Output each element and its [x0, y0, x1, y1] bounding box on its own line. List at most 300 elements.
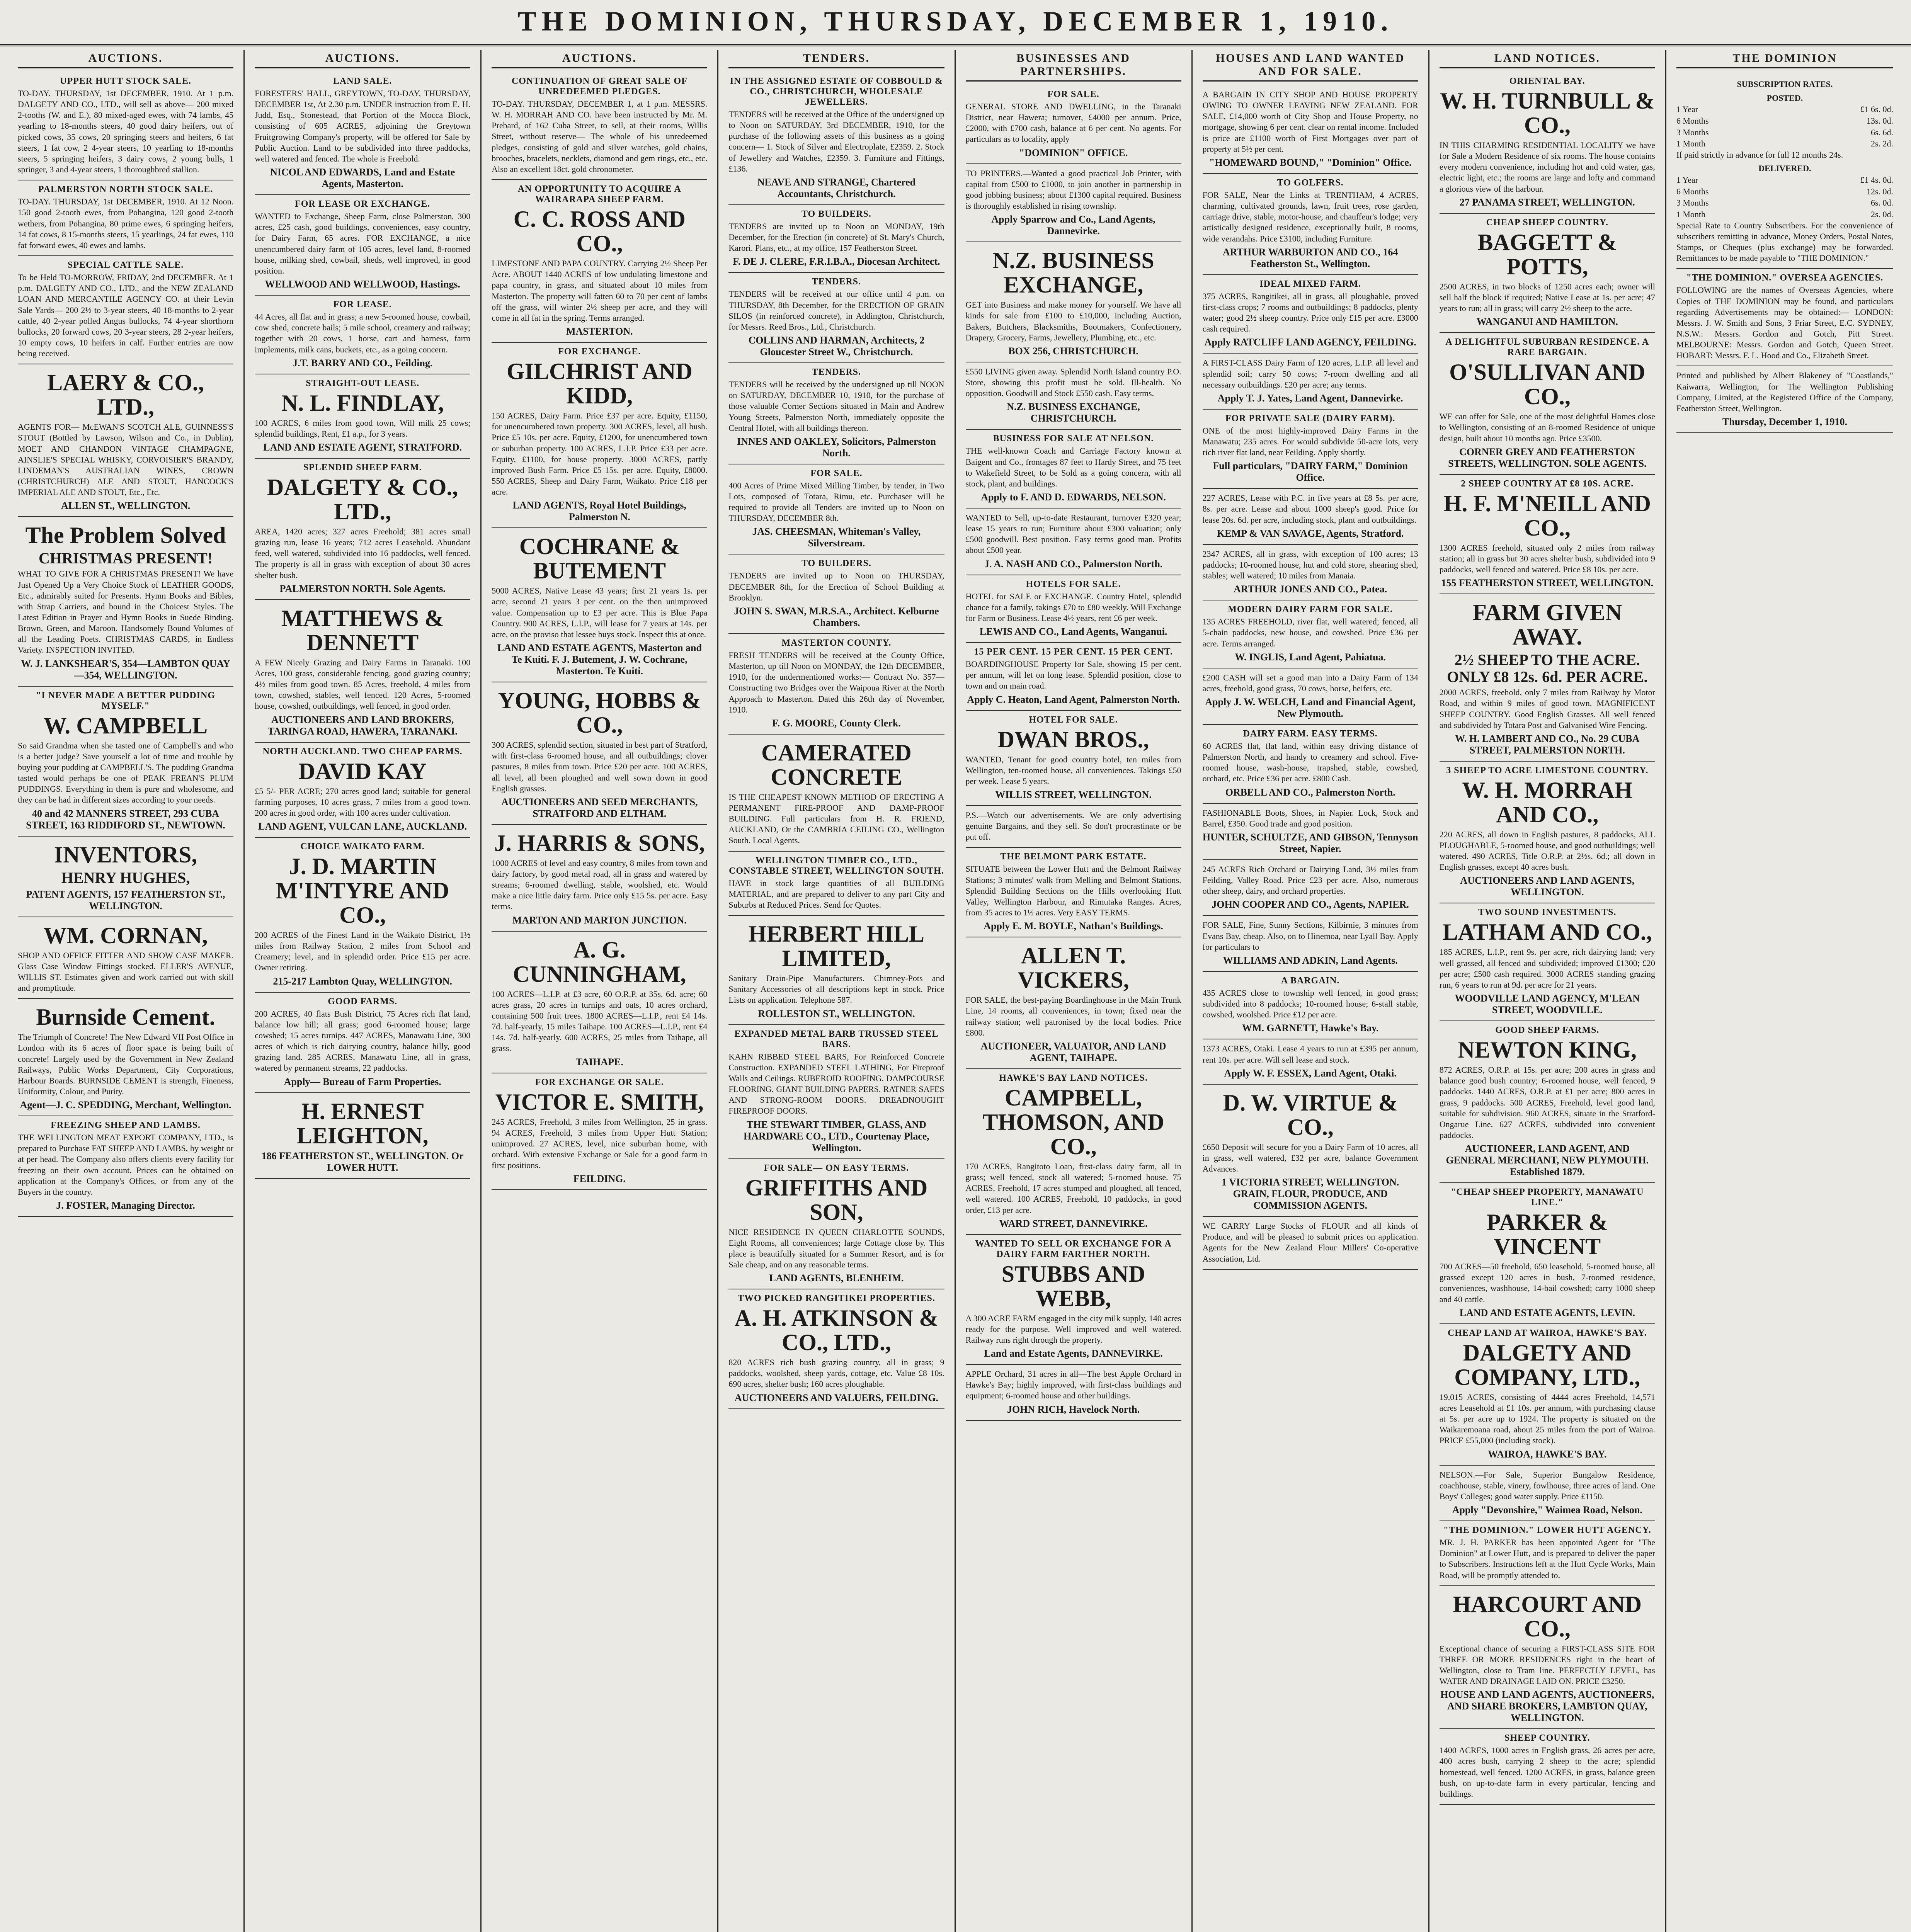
ad-display-heading: The Problem Solved — [25, 522, 226, 548]
advertisement — [966, 1235, 1181, 1365]
advertisement — [18, 364, 233, 517]
ad-signature: INNES AND OAKLEY, Solicitors, Palmerston North. — [737, 435, 936, 459]
ad-signature: WANGANUI AND HAMILTON. — [1476, 316, 1618, 328]
ad-body: HOTEL for SALE or EXCHANGE. Country Hotel, splendid chance for a family, takings £70 to £80 weekly. Will Exchange for Farm or Business. Lease 4½ years, rent £6 per week. — [965, 591, 1181, 623]
ad-signature: Apply— Bureau of Farm Properties. — [284, 1076, 441, 1087]
ad-body: 245 ACRES Rich Orchard or Dairying Land, 3½ miles from Feilding, Valley Road. Price £23 per acre. Also, numerous other sheep, dairy, and orchard properties. — [1202, 864, 1418, 896]
ad-body: TENDERS will be received at the Office of the undersigned up to Noon on SATURDAY, 3rd DECEMBER, 1910, for the purchase of the following assets of this business as a going concern— 1. Stock of Silver and Electroplate, £2359. 2. Stock of Jewellery and Watches, £2359. 3. Furniture and Fittings, £136. — [728, 109, 944, 173]
ad-display-heading: YOUNG, HOBBS & CO., — [498, 688, 701, 738]
ad-signature: 27 PANAMA STREET, WELLINGTON. — [1459, 196, 1635, 208]
ad-body: LIMESTONE AND PAPA COUNTRY. Carrying 2½ Sheep Per Acre. ABOUT 1440 ACRES of low undulating limestone and papa country, in grass, and situated about 10 miles from Masterton. The property will fatten 60 to 70 per cent of lambs off the grass, will winter 2½ sheep per acre, and they will come in all fat in the spring. Terms arranged. — [492, 259, 708, 323]
ad-title: "CHEAP SHEEP PROPERTY, MANAWATU LINE." — [1451, 1187, 1644, 1208]
ad-body: 170 ACRES, Rangitoto Loan, first-class dairy farm, all in grass; well fenced, stock all watered; 5-roomed house. 75 ACRES, Freehold, 17 acres stumped and ploughed, all fenced, well watered. 100 ACRES, Freehold, 10 paddocks, in good order, £13 per acre. — [965, 1161, 1181, 1215]
ad-display-heading: D. W. VIRTUE & CO., — [1223, 1090, 1398, 1140]
advertisement — [255, 459, 470, 600]
rate-period: 3 Months — [1676, 198, 1709, 208]
ad-title: MASTERTON COUNTY. — [781, 638, 892, 648]
ad-signature: JOHN RICH, Havelock North. — [1007, 1403, 1140, 1415]
advertisement — [255, 743, 470, 838]
ad-body: TO PRINTERS.—Wanted a good practical Job Printer, with capital from £500 to £1000, to join another in partnership in good jobbing business; about £1300 capital required. Business is thoroughly established in rising township. — [965, 168, 1181, 211]
ad-body: TO-DAY. THURSDAY, 1st DECEMBER, 1910. At 1 p.m. DALGETY AND CO., LTD., will sell as above— 200 mixed 2-tooths (W. and E.), 80 mixed-aged ewes, with 74 lambs, 45 yearling to 18-months steers, 40 good dairy heifers, out of picked cows, 35 cows, 20 springing steers and heifers, 6 fat steers, 1 fat cow, 2 4-year steers, 10 yearling to 18-months steers, 5 springing heifers, 3 dairy cows, 2 young bulls, 1 springer, 3 and 4-year steers, 1 thoroughbred stallion. — [18, 88, 234, 175]
ad-signature: CORNER GREY AND FEATHERSTON STREETS, WELLINGTON. SOLE AGENTS. — [1448, 446, 1647, 469]
rate-price: £1 4s. 0d. — [1860, 175, 1893, 185]
rate-price: 2s. 0d. — [1870, 209, 1893, 219]
ad-body: FASHIONABLE Boots, Shoes, in Napier. Lock, Stock and Barrel, £350. Good trade and good position. — [1202, 808, 1418, 828]
ad-body: 220 ACRES, all down in English pastures, 8 paddocks, ALL PLOUGHABLE, 5-roomed house, and good outbuildings; well watered. 490 ACRES, Title O.R.P. at 2½s. 6d.; all down in English grasses, except 40 acres bush. — [1439, 829, 1655, 872]
advertisement — [492, 1073, 707, 1190]
ad-body: MR. J. H. PARKER has been appointed Agent for "The Dominion" at Lower Hutt, and is prepared to deliver the paper to Subscribers. Instructions left at the Hutt Cycle Works, Main Road, will be promptly attended to. — [1439, 1537, 1655, 1580]
ad-body: 200 ACRES, 40 flats Bush District, 75 Acres rich flat land, balance low hill; all grass; good 6-roomed house; large cowshed; 15 acres turnips. 447 ACRES, Manawatu Line, 300 acres of which is rich dairying country, balance hilly, good grazing land. 285 ACRES, Manawatu Line, all in grass, watered by permanent streams, 22 paddocks. — [255, 1009, 471, 1073]
ad-subheading: 2½ SHEEP TO THE ACRE. ONLY £8 12s. 6d. PER ACRE. — [1447, 651, 1648, 686]
advertisement — [1203, 600, 1418, 668]
rate-row — [1676, 197, 1893, 209]
ad-signature: LAND AGENTS, BLENHEIM. — [769, 1272, 904, 1284]
advertisement — [1203, 972, 1418, 1039]
ad-display-heading: GRIFFITHS AND SON, — [745, 1175, 928, 1225]
advertisement — [18, 1116, 233, 1217]
ad-body: 60 ACRES flat, flat land, within easy driving distance of Palmerston North, and handy to creamery and school. Five-roomed house, wash-house, trapshed, stable, cowshed, orchard, etc. Price £36 per acre. £800 Cash. — [1202, 741, 1418, 784]
ad-signature: "HOMEWARD BOUND," "Dominion" Office. — [1209, 156, 1412, 168]
ad-body: 435 ACRES close to township well fenced, in good grass; subdivided into 8 paddocks; 10-roomed house; 6-stall stable, cowshed, woolshed. Price £12 per acre. — [1202, 988, 1418, 1020]
advertisement — [1203, 804, 1418, 860]
ad-signature: BOX 256, CHRISTCHURCH. — [1008, 345, 1138, 357]
advertisement — [728, 363, 944, 464]
advertisement — [966, 242, 1181, 362]
ad-body: 375 ACRES, Rangitikei, all in grass, all ploughable, proved first-class crops; 7 rooms and outbuildings; 8 paddocks, plenty water; good 2½ sheep country. Price only £15 per acre. £3000 cash required. — [1202, 291, 1418, 334]
ad-display-heading: H. F. M'NEILL AND CO., — [1443, 490, 1651, 541]
ad-body: TO-DAY. THURSDAY, 1st DECEMBER, 1910. At 12 Noon. 150 good 2-tooth ewes, from Pohangina, 120 good 2-tooth wethers, from Pohangina, 80 prime ewes, 6 springing heifers, 14 fat cows, 8 15-months steers, 15 yearlings, 24 fat ewes, 110 fat forward ewes, 40 ewes and lambs. — [18, 197, 234, 250]
advertisement — [728, 735, 944, 852]
ad-title: FOR EXCHANGE OR SALE. — [535, 1077, 664, 1087]
ad-signature: MASTERTON. — [566, 326, 633, 337]
ad-signature: LAND AGENT, VULCAN LANE, AUCKLAND. — [258, 821, 467, 832]
ad-signature: Apply W. F. ESSEX, Land Agent, Otaki. — [1224, 1067, 1397, 1079]
ad-signature: Apply to F. AND D. EDWARDS, NELSON. — [981, 491, 1166, 503]
ad-title: FREEZING SHEEP AND LAMBS. — [51, 1120, 201, 1131]
ad-body: A BARGAIN IN CITY SHOP AND HOUSE PROPERTY OWING TO OWNER LEAVING NEW ZEALAND. FOR SALE, £14,000 worth of City Shop and House Property, no mortgage, showing 6 per cent. clear on rental income. Included is price are £1100 worth of First Mortgages over part of property at 5½ per cent. — [1202, 90, 1418, 154]
advertisement — [966, 509, 1181, 575]
ad-signature: ORBELL AND CO., Palmerston North. — [1225, 786, 1395, 798]
advertisement — [1676, 366, 1893, 433]
column-heading: LAND NOTICES. — [1440, 50, 1655, 68]
ad-body: TO-DAY. THURSDAY, DECEMBER 1, at 1 p.m. MESSRS. W. H. MORRAH AND CO. have been instructed by Mr. M. Prebard, of 162 Cuba Street, to sell, at their rooms, Willis Street, without reserve— The whole of his unredeemed pledges, consisting of gold and silver watches, gold chains, brooches, bracelets, necklets, diamond and gem rings, etc., etc. Also an excellent 18ct. gold chronometer. — [492, 99, 708, 174]
ad-signature: PALMERSTON NORTH. Sole Agents. — [279, 583, 446, 594]
ad-title: UPPER HUTT STOCK SALE. — [60, 76, 191, 86]
ad-signature: "DOMINION" OFFICE. — [1019, 147, 1128, 158]
ad-body: TENDERS will be received by the undersigned up till NOON on SATURDAY, DECEMBER 10, 1910, for the purchase of those valuable Corner Sections situated in Main and Andrew Young Streets, Palmerston North, immediately opposite the Central Hotel, with all buildings thereon. — [728, 379, 944, 433]
ad-body: 300 ACRES, splendid section, situated in best part of Stratford, with first-class 6-roomed house, and all outbuildings; clover pastures, 8 miles from town. Price £20 per acre. 100 ACRES, all level, all been ploughed and well sown down in good English grasses. — [492, 740, 708, 793]
ad-display-heading: LATHAM AND CO., — [1442, 919, 1652, 945]
ad-body: 872 ACRES, O.R.P. at 15s. per acre; 200 acres in grass and balance good bush country; 6-roomed house, well fenced, 9 paddocks. 1440 ACRES, O.R.P. at £1 per acre; 800 acres in grass, 9 paddocks. 500 ACRES, Freehold, level good land, suitable for subdivision. 960 ACRES, situate in the Stratford-Ongarue Line. 627 ACRES, subdivided into convenient paddocks. — [1439, 1065, 1655, 1140]
advertisement — [966, 806, 1181, 848]
ad-body: 200 ACRES of the Finest Land in the Waikato District, 1½ miles from Railway Station, 2 miles from School and Creamery; level, and in splendid order. Price £15 per acre. Owner retiring. — [255, 930, 471, 973]
column-4 — [718, 50, 955, 1932]
column-heading: TENDERS. — [728, 50, 944, 68]
ad-display-heading: CAMPBELL, THOMSON, AND CO., — [982, 1085, 1164, 1159]
ad-display-heading: A. H. ATKINSON & CO., LTD., — [734, 1305, 939, 1355]
ad-signature: AUCTIONEERS AND SEED MERCHANTS, STRATFORD AND ELTHAM. — [501, 796, 698, 819]
advertisement — [966, 164, 1181, 243]
ad-signature: MARTON AND MARTON JUNCTION. — [512, 914, 687, 926]
rate-price: £1 6s. 0d. — [1860, 104, 1893, 114]
ad-title: "THE DOMINION." OVERSEA AGENCIES. — [1686, 273, 1884, 283]
ad-body: WE CARRY Large Stocks of FLOUR and all kinds of Produce, and will be pleased to submit prices on application. Agents for the New Zealand Flour Millers' Co-operative Association, Ltd. — [1202, 1221, 1418, 1264]
advertisement — [966, 362, 1181, 430]
ad-signature: J.T. BARRY AND CO., Feilding. — [292, 357, 433, 369]
advertisement — [18, 256, 233, 364]
rate-price: 12s. 0d. — [1866, 186, 1893, 196]
rate-period: 6 Months — [1676, 186, 1709, 196]
ad-signature: W. H. LAMBERT AND CO., No. 29 CUBA STREET, PALMERSTON NORTH. — [1455, 733, 1640, 756]
advertisement — [1203, 354, 1418, 409]
ad-signature: WOODVILLE LAND AGENCY, M'LEAN STREET, WOODVILLE. — [1455, 993, 1640, 1016]
ad-display-heading: INVENTORS, — [54, 842, 197, 867]
ad-signature: N.Z. BUSINESS EXCHANGE, CHRISTCHURCH. — [1007, 401, 1140, 424]
ad-title: 3 SHEEP TO ACRE LIMESTONE COUNTRY. — [1446, 765, 1649, 776]
ad-title: NORTH AUCKLAND. TWO CHEAP FARMS. — [262, 746, 463, 757]
ad-title: IDEAL MIXED FARM. — [1259, 279, 1361, 289]
advertisement — [1203, 1217, 1418, 1270]
ad-signature: Apply T. J. Yates, Land Agent, Dannevirke. — [1217, 392, 1403, 404]
ad-title: FOR SALE. — [1047, 89, 1099, 99]
ad-body: WANTED to Exchange, Sheep Farm, close Palmerston, 300 acres, £25 cash, good buildings, conveniences, easy country, for Dairy Farm, 65 acres. FOR EXCHANGE, a nice unencumbered dairy farm of 105 acres, level land, 8-roomed house, milking shed, cowbail, sheds, well improved, in good position. — [255, 211, 471, 276]
advertisement — [1440, 1586, 1655, 1730]
advertisement — [1203, 668, 1418, 725]
ad-signature: ALLEN ST., WELLINGTON. — [61, 500, 191, 512]
advertisement — [966, 430, 1181, 509]
ad-body: TENDERS will be received at our office until 4 p.m. on THURSDAY, 8th December, for the ERECTION OF GRAIN SILOS (in reinforced concrete), in Addington, Christchurch, for Messrs. Reed Bros., Ltd., Christchurch. — [728, 289, 944, 332]
rate-price: 6s. 0d. — [1870, 198, 1893, 208]
delivered-label: DELIVERED. — [1758, 163, 1811, 173]
ad-body: 100 ACRES—L.I.P. at £3 acre, 60 O.R.P. at 35s. 6d. acre; 60 acres grass, 20 acres in turnips and oats, 10 acres orchard, containing 500 fruit trees. 1800 ACRES—L.I.P., rent £4 14s. 7d. half-yearly, 15 miles Taihape. 100 ACRES—L.I.P., rent £4 14s. 7d. half-yearly. 600 ACRES, 25 miles from Taihape, all grass. — [492, 989, 708, 1053]
ad-signature: Apply RATCLIFF LAND AGENCY, FEILDING. — [1204, 337, 1416, 348]
ad-signature: WILLIAMS AND ADKIN, Land Agents. — [1223, 954, 1398, 966]
ad-body: £550 LIVING given away. Splendid North Island country P.O. Store, showing this profit must be sold. Ill-health. No opposition. Goodwill and Stock £550 cash. Easy terms. — [965, 366, 1181, 398]
ad-signature: FEILDING. — [573, 1173, 626, 1185]
ad-title: EXPANDED METAL BARB TRUSSED STEEL BARS. — [734, 1029, 939, 1049]
rate-price: 13s. 0d. — [1866, 116, 1893, 126]
advertisement — [255, 72, 470, 195]
advertisement — [1203, 410, 1418, 489]
ad-title: THE BELMONT PARK ESTATE. — [1000, 852, 1147, 862]
advertisement — [966, 1365, 1181, 1420]
ad-body: 1300 ACRES freehold, situated only 2 miles from railway station; all in grass but 30 acres shelter bush, subdivided into 9 paddocks, well fenced and watered. Price £8 10s. per acre. — [1439, 543, 1655, 575]
ad-display-heading: W. CAMPBELL — [43, 713, 208, 738]
ad-body: P.S.—Watch our advertisements. We are only advertising genuine Bargains, and they sell. So don't procrastinate or be put off. — [965, 810, 1181, 842]
advertisement — [1203, 860, 1418, 916]
ad-display-heading: HARCOURT AND CO., — [1453, 1591, 1642, 1641]
ad-body: SHOP AND OFFICE FITTER AND SHOW CASE MAKER. Glass Case Window Fittings stocked. ELLER'S AVENUE, WILLIS ST. Estimates given and work carried out with skill and promptitude. — [18, 950, 234, 993]
ad-title: TO BUILDERS. — [801, 209, 871, 219]
ad-signature: AUCTIONEER, LAND AGENT, AND GENERAL MERCHANT, NEW PLYMOUTH. Established 1879. — [1446, 1143, 1649, 1178]
ad-title: FOR EXCHANGE. — [558, 347, 641, 357]
ad-display-heading: ALLEN T. VICKERS, — [1018, 943, 1129, 993]
ad-body: A 300 ACRE FARM engaged in the city milk supply, 140 acres ready for the purpose. Well improved and well watered. Railway runs right through the property. — [965, 1313, 1181, 1345]
ad-title: FOR LEASE OR EXCHANGE. — [295, 199, 431, 209]
ad-body: KAHN RIBBED STEEL BARS, For Reinforced Concrete Construction. EXPANDED STEEL LATHING, For Fireproof Walls and Ceilings. RUBEROID ROOFING. DAMPCOURSE FLOORING. GIANT BUILDING PAPERS. RATNER SAFES AND STRONG-ROOM DOORS. DREADNOUGHT FIREPROOF DOORS. — [728, 1051, 944, 1116]
ad-body: 700 ACRES—50 freehold, 650 leasehold, 5-roomed house, all grassed except 120 acres in bush, 7-roomed residence, conveniences, washhouse, 14-bail cowshed; carry 1000 sheep and 40 cattle. — [1439, 1262, 1655, 1304]
ad-body: FRESH TENDERS will be received at the County Office, Masterton, up till Noon on MONDAY, the 12th DECEMBER, 1910, for the undermentioned works:— Contract No. 357—Constructing two Bridges over the Waipoua River at the North Approach to Masterton. Dated this 26th day of November, 1910. — [728, 650, 944, 714]
ad-body: 19,015 ACRES, consisting of 4444 acres Freehold, 14,571 acres Leasehold at £1 10s. per annum, with purchasing clause at 5s. per acre up to 1924. The property is situated on the Waikaremoana road, about 25 miles from the port of Wairoa. PRICE £55,000 (including stock). — [1439, 1392, 1655, 1446]
ad-display-heading: W. H. MORRAH AND CO., — [1462, 777, 1633, 827]
advertisement — [492, 825, 707, 932]
ad-signature: Apply J. W. WELCH, Land and Financial Agent, New Plymouth. — [1205, 696, 1416, 719]
ad-display-heading: W. H. TURNBULL & CO., — [1440, 88, 1655, 138]
ad-subheading: HENRY HUGHES, — [61, 869, 190, 886]
ad-body: FOR SALE, Near the Links at TRENTHAM, 4 ACRES, charming, cultivated grounds, lawn, fruit trees, rose garden, carriage drive, stable, motor-house, and chauffeur's lodge; very artistically designed residence, exceptionally built, 8 rooms, wide verandahs. Price £3100, including Furniture. — [1202, 190, 1418, 243]
advertisement — [728, 554, 944, 634]
ad-signature: F. DE J. CLERE, F.R.I.B.A., Diocesan Architect. — [733, 256, 940, 267]
ad-title: LAND SALE. — [333, 76, 392, 86]
advertisement — [1440, 214, 1655, 333]
subscription-title: SUBSCRIPTION RATES. — [1737, 79, 1833, 89]
rate-period: 1 Month — [1676, 209, 1706, 219]
ad-title: CHEAP LAND AT WAIROA, HAWKE'S BAY. — [1447, 1328, 1647, 1338]
ad-display-heading: J. D. MARTIN M'INTYRE AND CO., — [276, 854, 449, 928]
ad-body: Exceptional chance of securing a FIRST-CLASS SITE FOR THREE OR MORE RESIDENCES right in the heart of Wellington, close to Tram line. PERFECTLY LEVEL, has WATER AND DRAINAGE LAID ON. PRICE £3250. — [1439, 1643, 1655, 1686]
ad-body: So said Grandma when she tasted one of Campbell's and who is a better judge? Save yourself a lot of time and trouble by buying your pudding at CAMPBELL'S. The pudding Grandma tasted would perhaps be one of PEAK FREAN'S PLUM PUDDINGS. Everything in them is pure and wholesome, and they can be had in different sizes according to your needs. — [18, 740, 234, 805]
advertisement — [1440, 475, 1655, 594]
advertisement — [728, 205, 944, 273]
ad-body: 245 ACRES, Freehold, 3 miles from Wellington, 25 in grass. 94 ACRES, Freehold, 3 miles from Upper Hutt Station; unimproved. 27 ACRES, level, nice suburban home, with orchard. With extensive Exchange or Sale for a good farm in first positions. — [492, 1117, 708, 1170]
ad-signature: TAIHAPE. — [575, 1056, 623, 1068]
advertisement — [255, 374, 470, 459]
ad-signature: AUCTIONEERS AND VALUERS, FEILDING. — [734, 1392, 938, 1403]
advertisement — [1440, 1521, 1655, 1586]
advertisement — [18, 999, 233, 1116]
ad-title: TO GOLFERS. — [1277, 177, 1344, 188]
ad-signature: J. A. NASH AND CO., Palmerston North. — [984, 558, 1163, 570]
advertisement — [1203, 545, 1418, 600]
masthead-title: THE DOMINION, THURSDAY, DECEMBER 1, 1910. — [517, 6, 1394, 37]
advertisement — [728, 273, 944, 363]
ad-body: 135 ACRES FREEHOLD, river flat, well watered; fenced, all 5-chain paddocks, new house, and cowshed. Price £36 per acre. Terms arranged. — [1202, 617, 1418, 648]
advertisement — [492, 528, 707, 682]
rate-period: 6 Months — [1676, 116, 1709, 126]
advertisement — [1440, 1021, 1655, 1183]
advertisement — [255, 838, 470, 993]
ad-title: "THE DOMINION." LOWER HUTT AGENCY. — [1443, 1525, 1651, 1536]
ad-body: 2347 ACRES, all in grass, with exception of 100 acres; 13 paddocks; 10-roomed house, hut and cold store, shearing shed, stables; well watered; 10 miles from Manaia. — [1202, 549, 1418, 581]
posted-label: POSTED. — [1766, 93, 1803, 103]
ad-signature: WM. GARNETT, Hawke's Bay. — [1242, 1022, 1379, 1034]
advertisement — [1203, 1039, 1418, 1084]
ad-body: Printed and published by Albert Blakeney of "Coastlands," Kaiwarra, Wellington, for The Wellington Publishing Company, Limited, at the Registered Office of the Company, Featherston Street, Wellington. — [1676, 371, 1893, 413]
ad-display-heading: LAERY & CO., LTD., — [47, 370, 204, 420]
ad-signature: WELLWOOD AND WELLWOOD, Hastings. — [265, 279, 460, 290]
ad-title: TENDERS. — [812, 277, 861, 287]
advertisement — [1440, 903, 1655, 1021]
advertisement — [255, 600, 470, 743]
ad-body: WANTED to Sell, up-to-date Restaurant, turnover £320 year; lease 15 years to run; Furniture about £300 valuation; only £500 goodwill. Best position. Easy terms good man. Profits about £500 year. — [965, 512, 1181, 555]
ad-signature: WAIROA, HAWKE'S BAY. — [1488, 1448, 1607, 1460]
ad-display-heading: MATTHEWS & DENNETT — [281, 605, 444, 655]
rate-price: 6s. 6d. — [1870, 127, 1893, 137]
ad-body: 1373 ACRES, Otaki. Lease 4 years to run at £395 per annum, rent 10s. per acre. Will sell lease and stock. — [1202, 1044, 1418, 1065]
ad-signature: WILLIS STREET, WELLINGTON. — [995, 789, 1152, 800]
ad-display-heading: PARKER & VINCENT — [1486, 1209, 1608, 1260]
ad-display-heading: HERBERT HILL LIMITED, — [748, 921, 925, 971]
advertisement — [966, 937, 1181, 1069]
advertisement — [966, 575, 1181, 643]
advertisement — [728, 1289, 944, 1409]
ad-display-heading: DAVID KAY — [298, 758, 427, 784]
ad-display-heading: STUBBS AND WEBB, — [1001, 1261, 1145, 1311]
ad-display-heading: A. G. CUNNINGHAM, — [513, 937, 686, 987]
ad-title: STRAIGHT-OUT LEASE. — [306, 378, 420, 388]
advertisement — [728, 634, 944, 735]
column-8 — [1666, 50, 1903, 1932]
ad-signature: Apply C. Heaton, Land Agent, Palmerston North. — [967, 694, 1180, 705]
ad-title: FOR PRIVATE SALE (DAIRY FARM). — [1225, 413, 1395, 423]
rate-foot: Special Rate to Country Subscribers. For the convenience of subscribers remitting in advance, Money Orders, Postal Notes, Stamps, or Cheques (plus exchange) may be forwarded. Remittances to be made payable to "THE DOMINION." — [1676, 220, 1893, 263]
ad-title: FOR SALE— ON EASY TERMS. — [764, 1163, 909, 1173]
ad-signature: KEMP & VAN SAVAGE, Agents, Stratford. — [1217, 527, 1404, 539]
ad-signature: ROLLESTON ST., WELLINGTON. — [758, 1008, 915, 1019]
advertisement — [255, 1093, 470, 1179]
advertisement — [1440, 762, 1655, 904]
ad-signature: PATENT AGENTS, 157 FEATHERSTON ST., WELLINGTON. — [26, 888, 225, 912]
ad-body: NICE RESIDENCE IN QUEEN CHARLOTTE SOUNDS, Eight Rooms, all conveniences; large Cottage close by. This place is beautifully situated for a Summer Resort, and is for Sale cheap, and on any reasonable terms. — [728, 1227, 944, 1269]
newspaper-columns — [8, 50, 1903, 1932]
ad-title: 2 SHEEP COUNTRY AT £8 10S. ACRE. — [1461, 478, 1634, 489]
ad-body: FOR SALE, Fine, Sunny Sections, Kilbirnie, 3 minutes from Evans Bay, cheap. Also, on to Hinemoa, near Lyall Bay. Apply for particulars to — [1202, 920, 1418, 952]
ad-signature: LAND AGENTS, Royal Hotel Buildings, Palmerston N. — [512, 500, 686, 523]
ad-signature: AUCTIONEER, VALUATOR, AND LAND AGENT, TAIHAPE. — [980, 1040, 1166, 1063]
advertisement — [728, 916, 944, 1025]
ad-body: 400 Acres of Prime Mixed Milling Timber, by tender, in Two Lots, composed of Totara, Rimu, etc. Purchaser will be required to provide all Tenders are invited up to Noon on THURSDAY, DECEMBER 8th. — [728, 480, 944, 523]
ad-signature: LEWIS AND CO., Land Agents, Wanganui. — [979, 626, 1167, 638]
advertisement — [492, 180, 707, 343]
ad-title: AN OPPORTUNITY TO ACQUIRE A WAIRARAPA SHEEP FARM. — [517, 184, 681, 205]
ad-body: Sanitary Drain-Pipe Manufacturers. Chimney-Pots and Sanitary Accessories of all descriptions kept in stock. Price Lists on application. Telephone 587. — [728, 973, 944, 1005]
advertisement — [728, 72, 944, 205]
advertisement — [255, 296, 470, 374]
advertisement — [255, 195, 470, 296]
ad-body: NELSON.—For Sale, Superior Bungalow Residence, coachhouse, stable, vinery, fowlhouse, three acres of land. One Boys' Colleges; good water supply. Price £1150. — [1439, 1469, 1655, 1501]
ad-body: GENERAL STORE AND DWELLING, in the Taranaki District, near Hawera; turnover, £4000 per annum. Price, £2000, with £700 cash, balance at 6 per cent. No agents. For particulars as to locality, apply — [965, 102, 1181, 144]
advertisement — [966, 85, 1181, 164]
ad-body: WANTED, Tenant for good country hotel, ten miles from Wellington, ten-roomed house, all conveniences. Takings £50 per week. Lease 5 years. — [965, 754, 1181, 786]
ad-display-heading: N. L. FINDLAY, — [281, 390, 444, 416]
ad-signature: NEAVE AND STRANGE, Chartered Accountants, Christchurch. — [757, 176, 916, 199]
ad-title: SPECIAL CATTLE SALE. — [67, 260, 184, 270]
ad-signature: ARTHUR JONES AND CO., Patea. — [1234, 583, 1387, 595]
rate-period: 3 Months — [1676, 127, 1709, 137]
ad-display-heading: GILCHRIST AND KIDD, — [506, 359, 693, 409]
column-heading: BUSINESSES AND PARTNERSHIPS. — [966, 50, 1181, 82]
ad-title: MODERN DAIRY FARM FOR SALE. — [1228, 604, 1393, 615]
advertisement — [18, 837, 233, 917]
column-heading: THE DOMINION — [1676, 50, 1893, 68]
subscription-rates — [1676, 72, 1893, 269]
column-7 — [1429, 50, 1666, 1932]
advertisement — [1440, 1466, 1655, 1521]
advertisement — [1676, 269, 1893, 366]
rate-note: If paid strictly in advance for full 12 months 24s. — [1676, 150, 1843, 160]
ad-body: APPLE Orchard, 31 acres in all—The best Apple Orchard in Hawke's Bay; highly improved, with first-class buildings and equipment; 6-roomed house and other buildings. — [965, 1369, 1181, 1401]
advertisement — [1203, 489, 1418, 544]
ad-title: IN THE ASSIGNED ESTATE OF COBBOULD & CO., CHRISTCHURCH, WHOLESALE JEWELLERS. — [730, 76, 943, 107]
ad-title: GOOD SHEEP FARMS. — [1495, 1025, 1600, 1036]
ad-signature: LAND AND ESTATE AGENT, STRATFORD. — [263, 441, 462, 453]
advertisement — [728, 852, 944, 916]
ad-title: HAWKE'S BAY LAND NOTICES. — [999, 1073, 1148, 1083]
column-2 — [245, 50, 482, 1932]
column-heading: HOUSES AND LAND WANTED AND FOR SALE. — [1203, 50, 1418, 82]
ad-body: The Triumph of Concrete! The New Edward VII Post Office in London with its 6 acres of floor space is being built of concrete! Largely used by the Government in New Zealand Railways, Public Works Department, City Corporations, Harbour Boards. BURNSIDE CEMENT is strength, Fineness, Uniformity, Colour, and Purity. — [18, 1032, 234, 1096]
ad-body: IS THE CHEAPEST KNOWN METHOD OF ERECTING A PERMANENT FIRE-PROOF AND DAMP-PROOF BUILDING. Full particulars from H. R. FRIEND, AUCKLAND, Or the CAMBRIA CEILING CO., Wellington South. Local Agents. — [728, 792, 944, 845]
ad-title: HOTELS FOR SALE. — [1026, 579, 1121, 589]
advertisement — [728, 1025, 944, 1159]
ad-body: ONE of the most highly-improved Dairy Farms in the Manawatu; 235 acres. For would subdivide 50-acre lots, very rich river flat land, near Feilding. Apply shortly. — [1202, 425, 1418, 457]
ad-body: 1400 ACRES, 1000 acres in English grass, 26 acres per acre, 400 acres bush, carrying 2 sheep to the acre; splendid homestead, well fenced. 1200 ACRES, in grass, balance green bush, on up-to-date farm in every particular, fencing and buildings. — [1439, 1745, 1655, 1799]
ad-body: TENDERS are invited up to Noon on THURSDAY, DECEMBER 8th, for the Erection of School Building at Brooklyn. — [728, 571, 944, 602]
ad-subheading: CHRISTMAS PRESENT! — [39, 549, 213, 567]
advertisement — [1203, 275, 1418, 354]
ad-display-heading: H. ERNEST LEIGHTON, — [296, 1098, 429, 1148]
ad-signature: 215-217 Lambton Quay, WELLINGTON. — [273, 975, 452, 987]
ad-signature: Full particulars, "DAIRY FARM," Dominion Office. — [1213, 460, 1408, 483]
ad-body: WE can offer for Sale, one of the most delightful Homes close to Wellington, consisting of an 8-roomed Residence of unique design, built about 10 months ago. Price £3500. — [1439, 412, 1655, 443]
ad-signature: W. J. LANKSHEAR'S, 354—LAMBTON QUAY—354, WELLINGTON. — [21, 658, 230, 681]
ad-body: BOARDINGHOUSE Property for Sale, showing 15 per cent. per annum, will let on long lease. Splendid position, close to town and on main road. — [965, 659, 1181, 691]
advertisement — [1440, 72, 1655, 214]
ad-body: 185 ACRES, L.I.P., rent 9s. per acre, rich dairying land; very well grassed, all fenced and subdivided; improved £1300; £20 per acre; £500 cash required. 3000 ACRES standing grazing run, 6 years to run at 9d. per acre for 21 years. — [1439, 947, 1655, 990]
rate-period: 1 Year — [1676, 175, 1698, 185]
ad-body: AGENTS FOR— McEWAN'S SCOTCH ALE, GUINNESS'S STOUT (Bottled by Lawson, Wilson and Co., in Dublin), MOET AND CHANDON VINTAGE CHAMPAGNE, AINSLIE'S SPECIAL WHISKY, CORVOISIER'S BRANDY, LINDEMAN'S AUSTRALIAN WINES, CROWN (CHRISTCHURCH) ALE AND STOUT, HANCOCK'S IMPERIAL ALE AND STOUT, Etc., Etc. — [18, 422, 234, 497]
ad-body: 100 ACRES, 6 miles from good town, Will milk 25 cows; splendid buildings, Rent, £1 a.p., for 3 years. — [255, 418, 471, 439]
ad-body: HAVE in stock large quantities of all BUILDING MATERIAL, and are prepared to deliver to any part City and Suburbs at Reduced Prices. Send for Quotes. — [728, 878, 944, 910]
ad-signature: AUCTIONEERS AND LAND BROKERS, TARINGA ROAD, HAWERA, TARANAKI. — [267, 714, 458, 737]
ad-title: WELLINGTON TIMBER CO., LTD., CONSTABLE STREET, WELLINGTON SOUTH. — [729, 855, 944, 876]
ad-display-heading: VICTOR E. SMITH, — [495, 1089, 704, 1115]
ad-title: TWO PICKED RANGITIKEI PROPERTIES. — [737, 1293, 935, 1304]
ad-display-heading: CAMERATED CONCRETE — [761, 740, 912, 790]
column-1 — [8, 50, 245, 1932]
ad-body: SITUATE between the Lower Hutt and the Belmont Railway Stations; 3 minutes' walk from Melling and Belmont Stations. Splendid Building Sections on the Hills overlooking Hutt Valley, Wellington Harbour, and Rimutaka Ranges. Acres, from 35 acres to 1½ acres. Very EASY TERMS. — [965, 864, 1181, 918]
ad-body: THE WELLINGTON MEAT EXPORT COMPANY, LTD., is prepared to Purchase FAT SHEEP AND LAMBS, by weight or at per head. The Company also offers clients every facility for freezing on their own account. Prices can be obtained on application at the Company's Offices, or from any of the Buyers in the country. — [18, 1133, 234, 1197]
advertisement — [492, 343, 707, 528]
ad-signature: HUNTER, SCHULTZE, AND GIBSON, Tennyson Street, Napier. — [1202, 831, 1418, 854]
ad-display-heading: O'SULLIVAN AND CO., — [1449, 359, 1646, 410]
ad-title: HOTEL FOR SALE. — [1029, 714, 1118, 725]
rate-row — [1676, 127, 1893, 138]
ad-body: GET into Business and make money for yourself. We have all kinds for sale from £100 to £10,000, including Auction, Bakers, Butchers, Blacksmiths, Bootmakers, Confectionery, Drapery, Grocery, Farms, Jewellery, Plumbing, etc., etc. — [965, 300, 1181, 342]
ad-signature: LAND AND ESTATE AGENTS, Masterton and Te Kuiti. F. J. Butement, J. W. Cochrane, Masterton. Te Kuiti. — [497, 642, 702, 677]
ad-title: CHOICE WAIKATO FARM. — [300, 842, 425, 852]
ad-signature: 1 VICTORIA STREET, WELLINGTON. GRAIN, FLOUR, PRODUCE, AND COMMISSION AGENTS. — [1222, 1177, 1399, 1211]
ad-signature: COLLINS AND HARMAN, Architects, 2 Gloucester Street W., Christchurch. — [748, 335, 925, 358]
advertisement — [492, 682, 707, 825]
ad-display-heading: DALGETY AND COMPANY, LTD., — [1454, 1340, 1640, 1390]
rate-row — [1676, 209, 1893, 220]
ad-title: BUSINESS FOR SALE AT NELSON. — [993, 434, 1154, 444]
ad-signature: Apply "Devonshire," Waimea Road, Nelson. — [1452, 1504, 1642, 1516]
ad-body: FOLLOWING are the names of Overseas Agencies, where Copies of THE DOMINION may be found, and particulars regarding Advertisements may be obtained:— LONDON: Messrs. J. W. Smith and Sons, 3 Friar Street, E.C. SYDNEY, N.S.W.: Messrs. Gordon and Gotch, Pitt Street. MELBOURNE: Messrs. Gordon and Gotch, Queen Street. HOBART: Messrs. F. L. Hood and Co., Elizabeth Street. — [1676, 285, 1893, 361]
ad-body: 2500 ACRES, in two blocks of 1250 acres each; owner will sell half the block if required; Native Lease at 1s. per acre; 47 years to run; all in grass; will carry 2½ sheep to the acre. — [1439, 281, 1655, 313]
ad-title: PALMERSTON NORTH STOCK SALE. — [38, 184, 213, 195]
ad-body: 1000 ACRES of level and easy country, 8 miles from town and dairy factory, by good metal road, all in grass and watered by streams; 6-roomed dwelling, stable, woolshed, etc. Would make a nice little dairy farm. Price only £15 5s. per acre. Easy terms. — [492, 858, 708, 912]
advertisement — [1203, 174, 1418, 275]
ad-body: £650 Deposit will secure for you a Dairy Farm of 10 acres, all in grass, well watered, £32 per acre, balance Government Advances. — [1202, 1142, 1418, 1173]
advertisement — [1203, 1085, 1418, 1217]
advertisement — [728, 1159, 944, 1290]
advertisement — [18, 72, 233, 180]
rate-price: 2s. 2d. — [1870, 139, 1893, 149]
ad-title: TO BUILDERS. — [801, 558, 871, 569]
ad-signature: Land and Estate Agents, DANNEVIRKE. — [984, 1348, 1163, 1359]
